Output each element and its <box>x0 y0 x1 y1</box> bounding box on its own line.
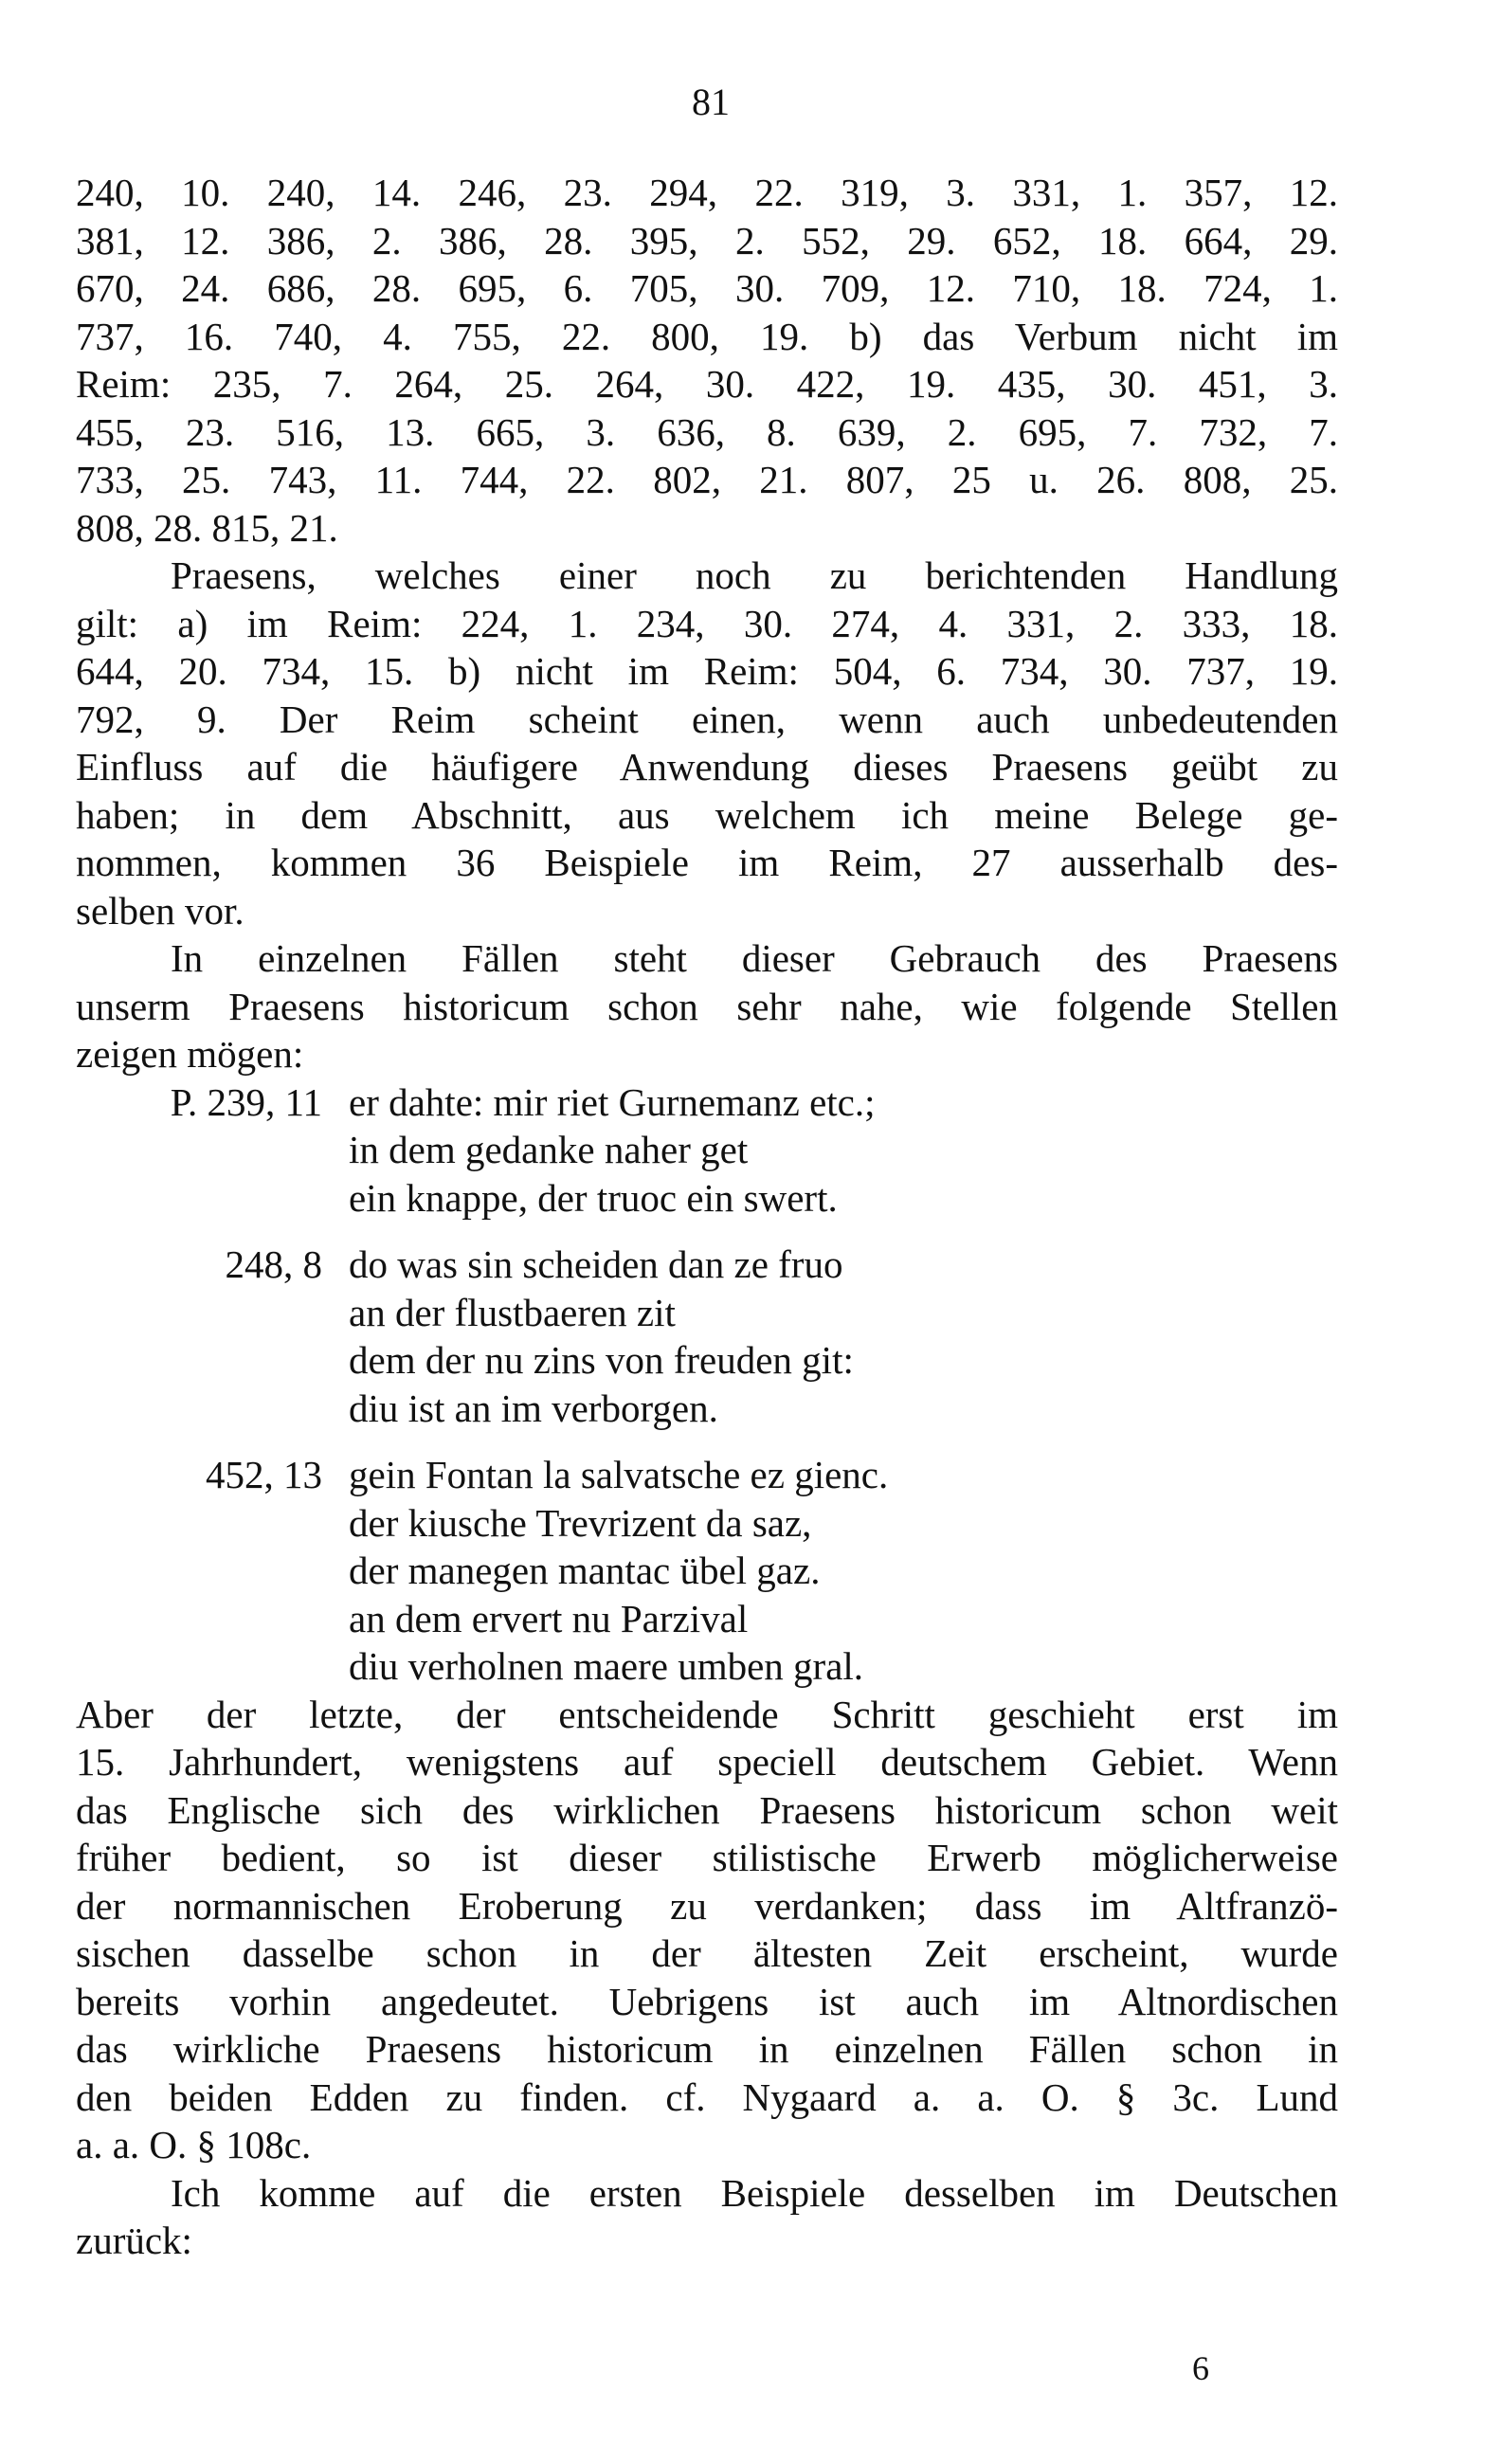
text-line: das wirkliche Praesens historicum in einzelnen Fällen schon in <box>76 2027 1338 2071</box>
text-line: 455, 23. 516, 13. 665, 3. 636, 8. 639, 2. 695, 7. 732, 7. <box>76 409 1338 454</box>
verse-line: der kiusche Trevrizent da saz, <box>349 1500 812 1545</box>
verse-line: do was sin scheiden dan ze fruo <box>349 1242 843 1286</box>
text-line: 808, 28. 815, 21. <box>76 505 338 550</box>
verse-line: in dem gedanke naher get <box>349 1128 749 1171</box>
verse-line: diu verholnen maere umben gral. <box>349 1644 864 1688</box>
text-line: selben vor. <box>76 888 244 933</box>
text-line: 792, 9. Der Reim scheint einen, wenn auch unbedeutenden <box>76 697 1338 741</box>
text-line: der normannischen Eroberung zu verdanken; dass im Altfranzö- <box>76 1883 1338 1928</box>
verse-line: an dem ervert nu Parzival <box>349 1596 749 1640</box>
text-line: den beiden Edden zu finden. cf. Nygaard a. a. O. § 3c. Lund <box>76 2074 1338 2119</box>
verse-quotations <box>76 1078 1338 1691</box>
verse-line: dem der nu zins von freuden git: <box>349 1338 854 1382</box>
verse-line: ein knappe, der truoc ein swert. <box>349 1175 838 1220</box>
verse-reference: 248, 8 <box>225 1242 322 1286</box>
text-line: 737, 16. 740, 4. 755, 22. 800, 19. b) das Verbum nicht im <box>76 314 1338 358</box>
text-line: Einfluss auf die häufigere Anwendung dieses Praesens geübt zu <box>76 745 1338 788</box>
verse-line: der manegen mantac übel gaz. <box>349 1549 821 1592</box>
text-line: Ich komme auf die ersten Beispiele desselben im Deutschen <box>171 2170 1338 2215</box>
verse-quote <box>76 1451 1338 1691</box>
text-line: unserm Praesens historicum schon sehr nahe, wie folgende Stellen <box>76 984 1338 1028</box>
paragraph-decisive-step <box>76 1691 1338 2169</box>
text-line: sischen dasselbe schon in der ältesten Zeit erscheint, wurde <box>76 1931 1338 1975</box>
verse-lines <box>349 1451 888 1691</box>
verse-lines <box>349 1078 876 1223</box>
verse-lines <box>349 1241 854 1432</box>
text-line: bereits vorhin angedeutet. Uebrigens ist auch im Altnordischen <box>76 1979 1338 2023</box>
text-line: Reim: 235, 7. 264, 25. 264, 30. 422, 19. 435, 30. 451, 3. <box>76 362 1338 406</box>
text-line: Aber der letzte, der entscheidende Schritt geschieht erst im <box>76 1692 1338 1736</box>
verse-line: gein Fontan la salvatsche ez gienc. <box>349 1453 889 1496</box>
citation-list <box>76 169 1338 552</box>
text-line: haben; in dem Abschnitt, aus welchem ich meine Belege ge- <box>76 792 1338 837</box>
text-line: zeigen mögen: <box>76 1032 304 1076</box>
text-line: 15. Jahrhundert, wenigstens auf speciell deutschem Gebiet. Wenn <box>76 1740 1338 1784</box>
text-line: 733, 25. 743, 11. 744, 22. 802, 21. 807, 25 u. 26. 808, 25. <box>76 458 1338 501</box>
verse-line: er dahte: mir riet Gurnemanz etc.; <box>349 1079 876 1124</box>
text-line: 240, 10. 240, 14. 246, 23. 294, 22. 319, 3. 331, 1. 357, 12. <box>76 171 1338 214</box>
verse-quote <box>76 1078 1338 1223</box>
verse-line: diu ist an im verborgen. <box>349 1386 718 1430</box>
verse-reference: P. 239, 11 <box>170 1079 322 1124</box>
text-line: zurück: <box>76 2219 192 2262</box>
paragraph-first-examples <box>76 2169 1338 2265</box>
signature-mark: 6 <box>1192 2349 1209 2387</box>
text-line: a. a. O. § 108c. <box>76 2123 312 2166</box>
text-line: 644, 20. 734, 15. b) nicht im Reim: 504, 6. 734, 30. 737, 19. <box>76 649 1338 693</box>
verse-reference: 452, 13 <box>206 1453 322 1496</box>
text-line: Praesens, welches einer noch zu berichtenden Handlung <box>171 553 1338 597</box>
text-line: das Englische sich des wirklichen Praesens historicum schon weit <box>76 1787 1338 1832</box>
text-line: In einzelnen Fällen steht dieser Gebrauch des Praesens <box>171 936 1338 980</box>
body-text <box>76 169 1338 2265</box>
text-line: früher bedient, so ist dieser stilistische Erwerb möglicherweise <box>76 1836 1338 1879</box>
paragraph-intro-examples <box>76 934 1338 1078</box>
verse-line: an der flustbaeren zit <box>349 1290 676 1334</box>
verse-quote <box>76 1241 1338 1432</box>
page-number: 81 <box>692 81 730 123</box>
text-line: nommen, kommen 36 Beispiele im Reim, 27 ausserhalb des- <box>76 841 1338 884</box>
paragraph-praesens-future <box>76 552 1338 934</box>
text-line: gilt: a) im Reim: 224, 1. 234, 30. 274, 4. 331, 2. 333, 18. <box>76 601 1338 645</box>
text-line: 670, 24. 686, 28. 695, 6. 705, 30. 709, 12. 710, 18. 724, 1. <box>76 266 1338 310</box>
text-line: 381, 12. 386, 2. 386, 28. 395, 2. 552, 29. 652, 18. 664, 29. <box>76 218 1338 263</box>
